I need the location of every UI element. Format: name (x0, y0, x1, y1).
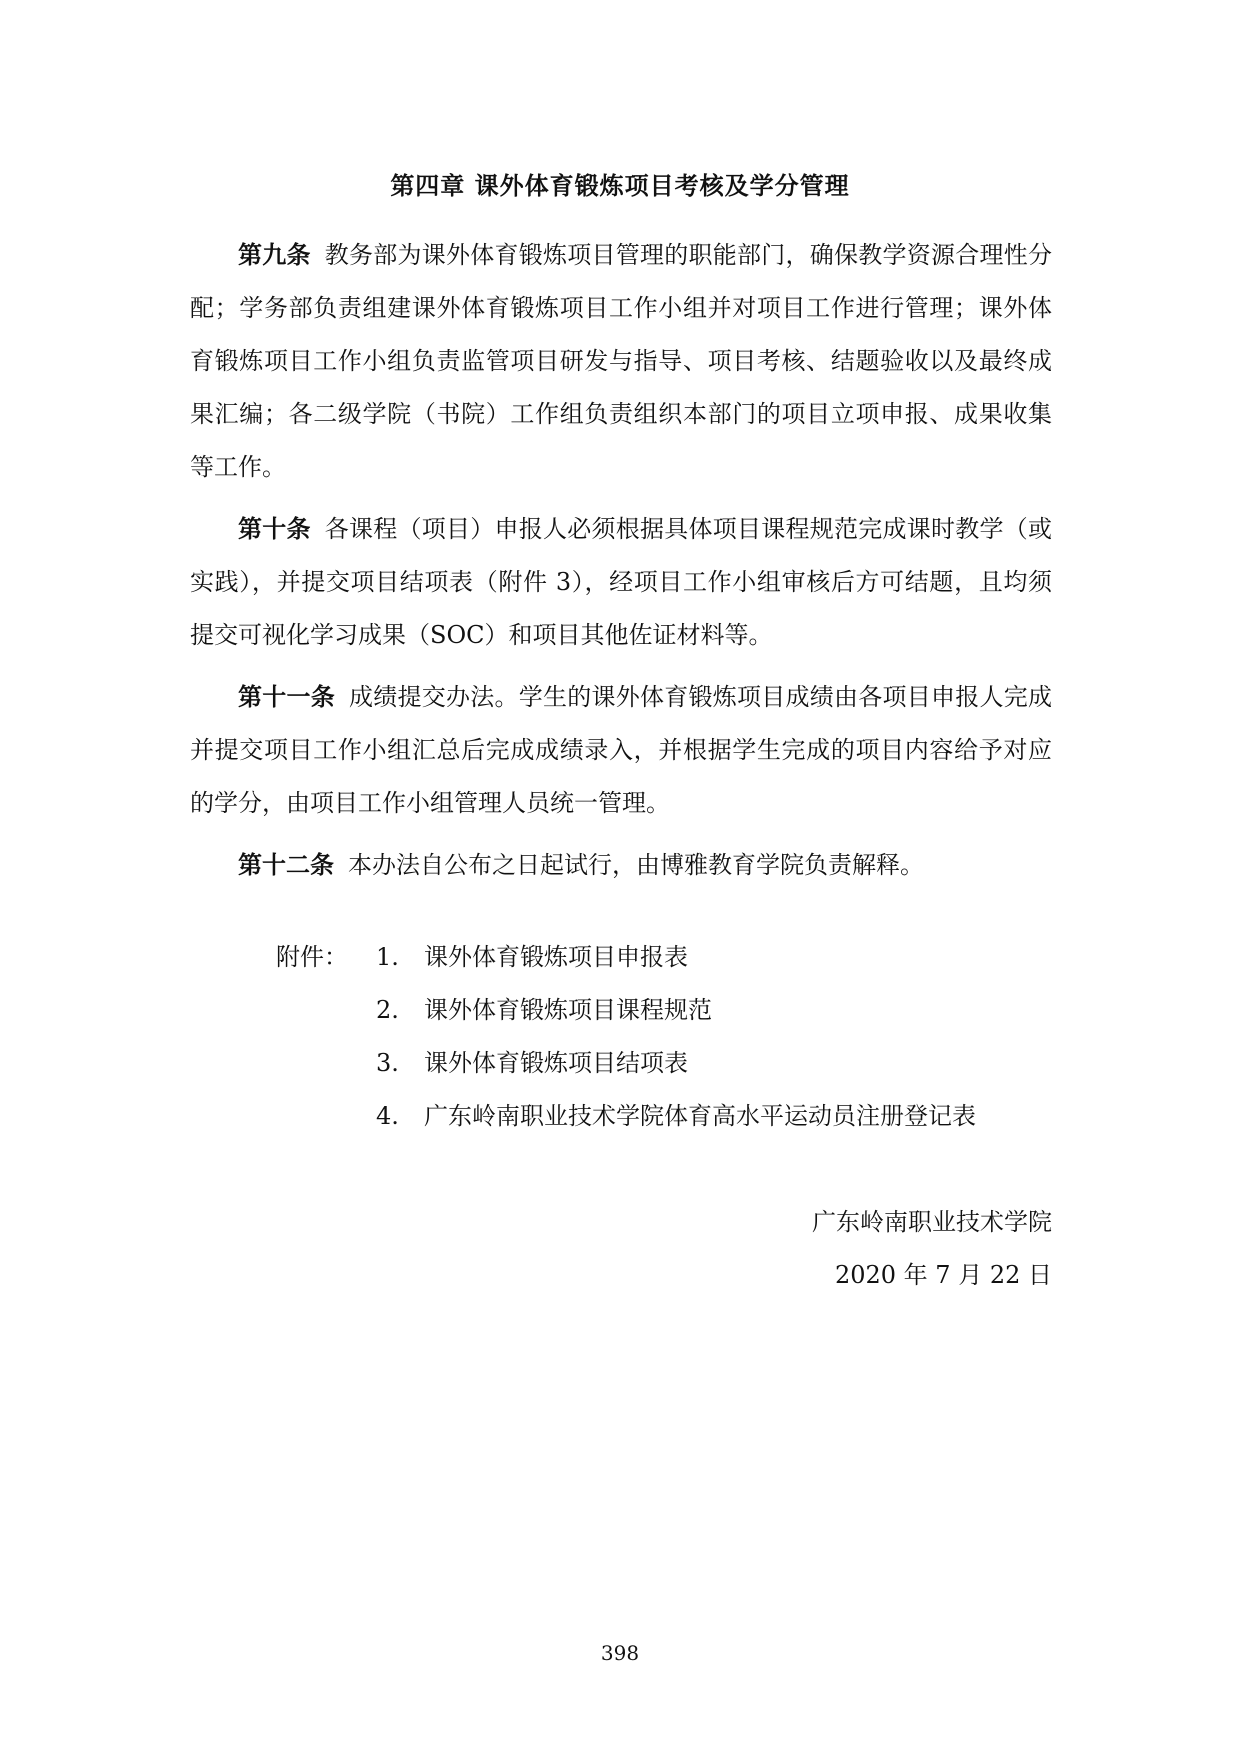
article-label: 第九条 (238, 240, 311, 269)
signature-date: 2020 年 7 月 22 日 (834, 1261, 1052, 1289)
attachment-number: 4. (376, 1102, 399, 1130)
attachment-number: 1. (376, 943, 399, 971)
article-text: 各课程（项目）申报人必须根据具体项目课程规范完成课时教学（或实践），并提交项目结项表（附件 3），经项目工作小组审核后方可结题，且均须提交可视化学习成果（SOC）和项目其他佐证材料等。 (190, 515, 1052, 649)
attachment-title: 课外体育锻炼项目结项表 (424, 1049, 688, 1077)
article-label: 第十二条 (238, 850, 334, 879)
attachment-item (276, 1090, 976, 1143)
attachment-title: 广东岭南职业技术学院体育高水平运动员注册登记表 (424, 1102, 976, 1130)
article-label: 第十一条 (238, 682, 335, 711)
attachment-item (276, 984, 976, 1037)
signature-organization: 广东岭南职业技术学院 (812, 1208, 1052, 1236)
article-11 (190, 670, 1052, 830)
article-text: 本办法自公布之日起试行，由博雅教育学院负责解释。 (348, 851, 924, 879)
attachment-item (276, 931, 976, 984)
article-9 (190, 228, 1052, 494)
chapter-title: 第四章 课外体育锻炼项目考核及学分管理 (390, 171, 850, 200)
attachments-label: 附件： (276, 943, 348, 971)
attachment-number: 3. (376, 1049, 399, 1077)
articles-section (190, 228, 1052, 900)
article-text: 成绩提交办法。学生的课外体育锻炼项目成绩由各项目申报人完成并提交项目工作小组汇总后完成成绩录入，并根据学生完成的项目内容给予对应的学分，由项目工作小组管理人员统一管理。 (190, 683, 1052, 817)
attachment-title: 课外体育锻炼项目课程规范 (424, 996, 712, 1024)
attachment-title: 课外体育锻炼项目申报表 (424, 943, 688, 971)
attachments-list (276, 931, 976, 1143)
article-12 (190, 838, 1052, 892)
signature-block (812, 1196, 1052, 1302)
article-text: 教务部为课外体育锻炼项目管理的职能部门，确保教学资源合理性分配；学务部负责组建课外体育锻炼项目工作小组并对项目工作进行管理；课外体育锻炼项目工作小组负责监管项目研发与指导、项目考核、结题验收以及最终成果汇编；各二级学院（书院）工作组负责组织本部门的项目立项申报、成果收集等工作。 (190, 241, 1052, 481)
page-number: 398 (600, 1641, 640, 1665)
attachment-item (276, 1037, 976, 1090)
attachment-number: 2. (376, 996, 399, 1024)
article-label: 第十条 (238, 514, 311, 543)
article-10 (190, 502, 1052, 662)
